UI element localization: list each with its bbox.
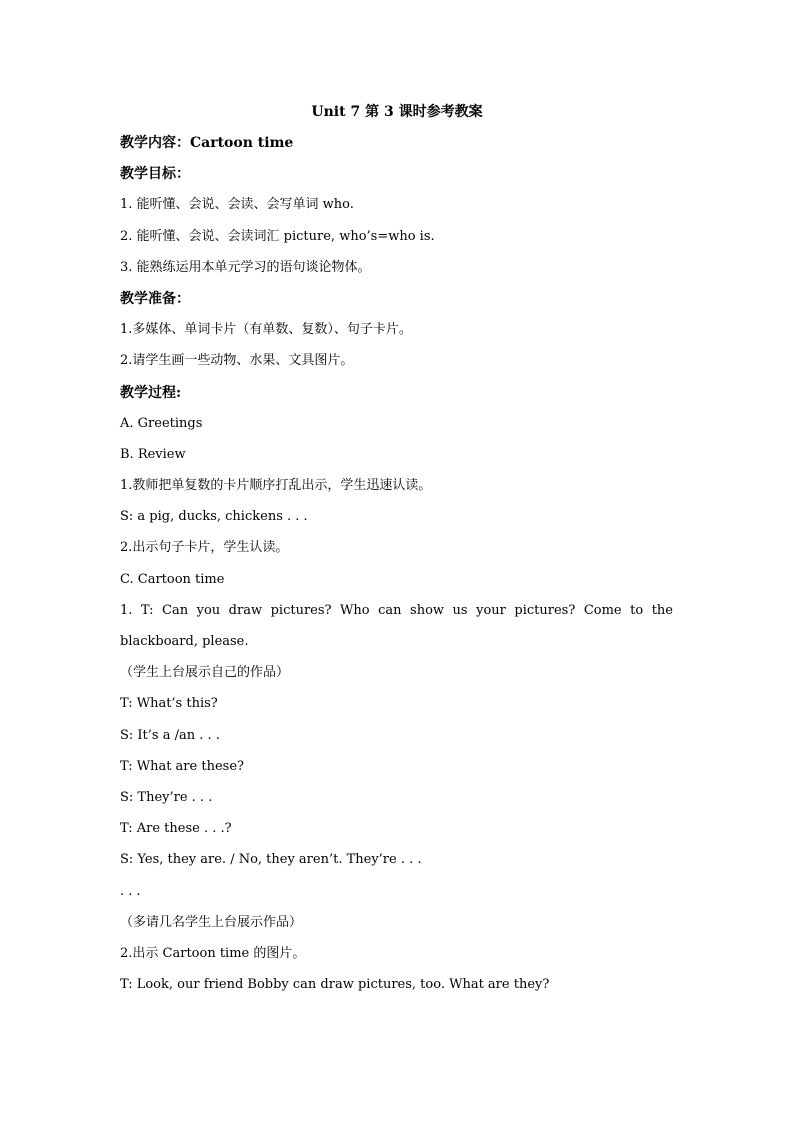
paragraph-review-1: 1.教师把单复数的卡片顺序打乱出示，学生迅速认读。	[120, 478, 432, 494]
dialogue-line: S: Yes, they are. / No, they aren’t. They’re . . .	[120, 852, 422, 868]
paragraph-goal-2: 2. 能听懂、会说、会读词汇 picture, who’s=who is.	[120, 228, 435, 244]
paragraph-review-2: 2.出示句子卡片，学生认读。	[120, 540, 289, 556]
paragraph-process-heading: 教学过程:	[120, 384, 182, 401]
paragraph-step-greetings: A. Greetings	[120, 415, 203, 431]
paragraph-goal-3: 3. 能熟练运用本单元学习的语句谈论物体。	[120, 259, 371, 275]
paragraph-review-student: S: a pig, ducks, chickens . . .	[120, 509, 308, 525]
paragraph-step-review: B. Review	[120, 446, 186, 462]
paragraph-step-cartoon-time: C. Cartoon time	[120, 571, 225, 587]
paragraph-goal-1: 1. 能听懂、会说、会读、会写单词 who.	[120, 197, 354, 213]
paragraph-cartoon-1-cont: blackboard, please.	[120, 634, 249, 649]
ellipsis-line: . . .	[120, 883, 141, 899]
paragraph-teaching-content: 教学内容：Cartoon time	[120, 135, 294, 151]
dialogue-line: T: Look, our friend Bobby can draw pictures, too. What are they?	[120, 977, 550, 993]
paragraph-cartoon-1: 1. T: Can you draw pictures? Who can show us your pictures? Come to the	[120, 602, 673, 618]
paragraph-preparation-heading: 教学准备：	[120, 290, 190, 307]
paragraph-note-more-students: （多请几名学生上台展示作品）	[120, 914, 303, 930]
paragraph-cartoon-2: 2.出示 Cartoon time 的图片。	[120, 945, 306, 961]
paragraph-note-show-work: （学生上台展示自己的作品）	[120, 665, 290, 681]
dialogue-line: T: What are these?	[120, 758, 244, 774]
document-title: Unit 7 第 3 课时参考教案	[311, 104, 483, 120]
document-body	[120, 132, 673, 1005]
dialogue-line: T: Are these . . .?	[120, 821, 232, 837]
paragraph-preparation-1: 1.多媒体、单词卡片（有单数、复数）、句子卡片。	[120, 322, 412, 338]
dialogue-line: S: It’s a /an . . .	[120, 727, 220, 743]
dialogue-line: T: What’s this?	[120, 696, 218, 712]
paragraph-teaching-goals-heading: 教学目标：	[120, 166, 190, 183]
paragraph-preparation-2: 2.请学生画一些动物、水果、文具图片。	[120, 353, 354, 369]
dialogue-line: S: They’re . . .	[120, 789, 213, 805]
